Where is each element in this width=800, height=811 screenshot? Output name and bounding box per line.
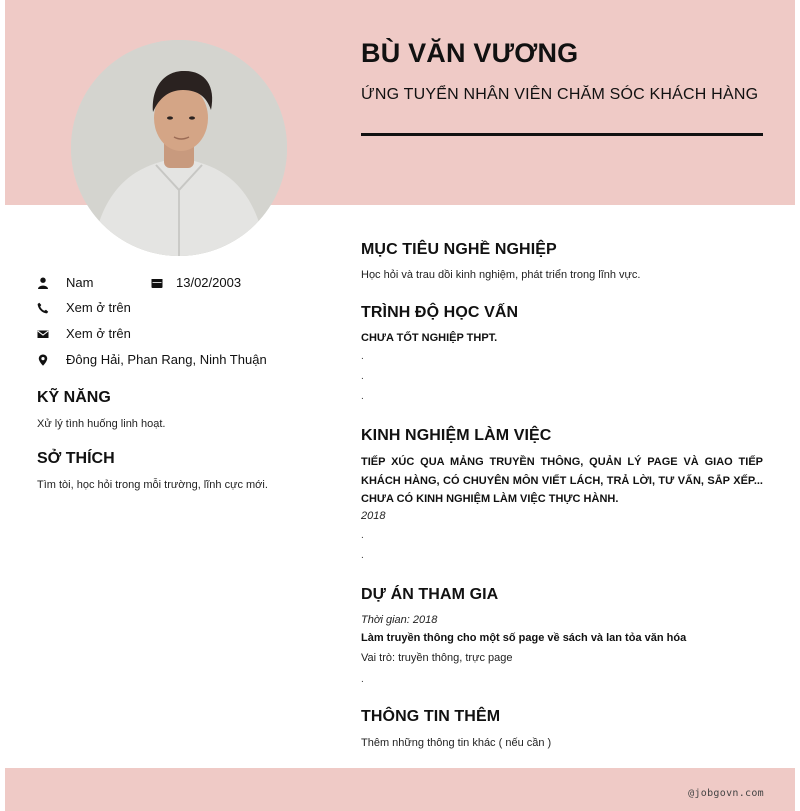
skills-heading: KỸ NĂNG	[37, 389, 111, 406]
project-title: Làm truyền thông cho một số page về sách và lan tỏa văn hóa	[361, 632, 687, 644]
avatar-photo	[71, 40, 287, 256]
address-value: Đông Hải, Phan Rang, Ninh Thuận	[66, 352, 267, 367]
title-divider	[361, 133, 763, 136]
education-heading: TRÌNH ĐỘ HỌC VẤN	[361, 304, 519, 321]
experience-year: 2018	[361, 510, 386, 522]
experience-heading: KINH NGHIỆM LÀM VIỆC	[361, 427, 552, 444]
footer-band	[5, 768, 795, 811]
experience-detail: .	[361, 530, 364, 541]
project-detail: .	[361, 674, 364, 685]
avatar	[71, 40, 287, 256]
birthdate-row	[151, 275, 241, 290]
education-detail: .	[361, 371, 364, 382]
education-school: CHƯA TỐT NGHIỆP THPT.	[361, 332, 498, 344]
calendar-icon	[151, 277, 163, 289]
address-row	[37, 352, 267, 367]
skills-text: Xử lý tình huống linh hoạt.	[37, 418, 166, 430]
mail-icon	[37, 328, 49, 340]
hobbies-heading: SỞ THÍCH	[37, 450, 115, 467]
phone-value: Xem ở trên	[66, 300, 131, 315]
gender-value: Nam	[66, 275, 94, 290]
objective-text: Học hỏi và trau dồi kinh nghiệm, phát triển trong lĩnh vực.	[361, 269, 641, 281]
birthdate-value: 13/02/2003	[176, 275, 242, 290]
email-row	[37, 326, 131, 341]
project-role: Vai trò: truyền thông, trực page	[361, 652, 513, 664]
hobbies-text: Tìm tòi, học hỏi trong mỗi trường, lĩnh cực mới.	[37, 479, 268, 491]
user-icon	[37, 277, 49, 289]
extra-info-text: Thêm những thông tin khác ( nếu cần )	[361, 737, 552, 749]
gender-row	[37, 275, 93, 290]
experience-description: TIẾP XÚC QUA MẢNG TRUYỀN THÔNG, QUẢN LÝ PAGE VÀ GIAO TIẾP KHÁCH HÀNG, CÓ CHUYÊN MÔN VIẾT LÁCH, TRẢ LỜI, TƯ VẤN, SẮP XẾP... CHƯA CÓ KINH NGHIỆM LÀM VIỆC THỰC HÀNH.	[361, 456, 763, 505]
location-pin-icon	[37, 354, 49, 366]
extra-info-heading: THÔNG TIN THÊM	[361, 708, 501, 725]
candidate-name: BÙ VĂN VƯƠNG	[361, 38, 579, 68]
phone-row	[37, 300, 131, 315]
project-time: Thời gian: 2018	[361, 614, 438, 626]
watermark: @jobgovn.com	[688, 788, 764, 799]
education-detail: .	[361, 391, 364, 402]
objective-heading: MỤC TIÊU NGHỀ NGHIỆP	[361, 241, 557, 258]
phone-icon	[37, 302, 49, 314]
applied-position: ỨNG TUYỂN NHÂN VIÊN CHĂM SÓC KHÁCH HÀNG	[361, 86, 759, 103]
experience-detail: .	[361, 550, 364, 561]
email-value: Xem ở trên	[66, 326, 131, 341]
projects-heading: DỰ ÁN THAM GIA	[361, 586, 499, 603]
education-detail: .	[361, 351, 364, 362]
